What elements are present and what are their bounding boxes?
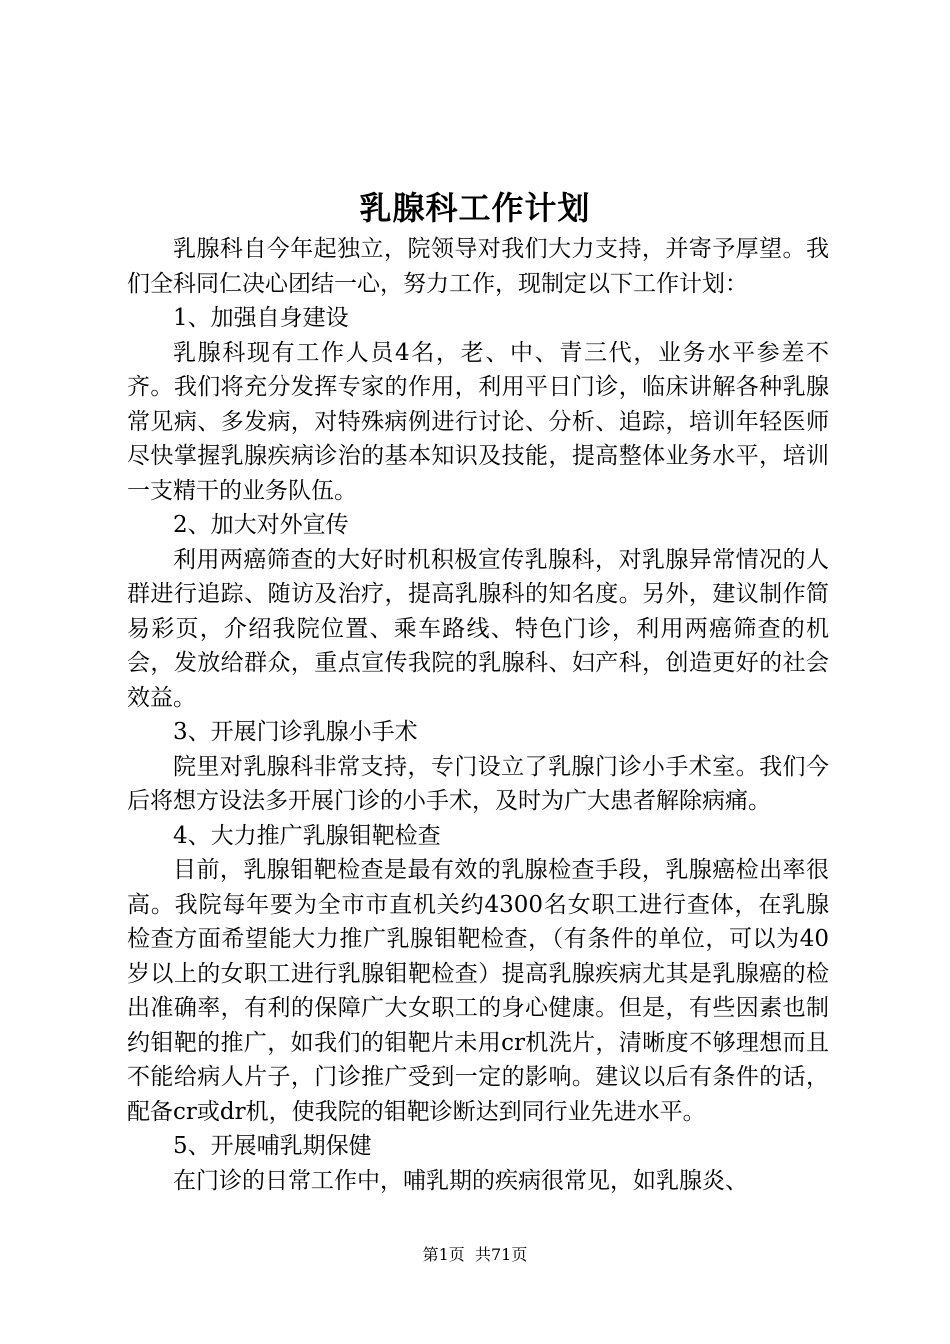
page-footer [0, 1243, 950, 1267]
section-paragraph-5: 在门诊的日常工作中，哺乳期的疾病很常见，如乳腺炎、 [173, 1167, 748, 1194]
section-heading-2: 2、加大对外宣传 [173, 512, 349, 538]
document-title: 乳腺科工作计划 [359, 189, 591, 227]
section-paragraph-4: 目前，乳腺钼靶检查是最有效的乳腺检查手段，乳腺癌检出率很高。我院每年要为全市市直机关约4300名女职工进行查体，在乳腺检查方面希望能大力推广乳腺钼靶检查，（有条件的单位，可以为40岁以上的女职工进行乳腺钼靶检查）提高乳腺疾病尤其是乳腺癌的检出准确率，有利的保障广大女职工的身心健康。但是，有些因素也制约钼靶的推广，如我们的钼靶片未用cr机洗片，清晰度不够理想而且不能给病人片子，门诊推广受到一定的影响。建议以后有条件的话，配备cr或dr机，使我院的钼靶诊断达到同行业先进水平。 [127, 857, 829, 1125]
section-heading-4: 4、大力推广乳腺钼靶检查 [173, 822, 441, 849]
page-total: 共71页 [474, 1245, 528, 1264]
section-heading-5: 5、开展哺乳期保健 [173, 1133, 372, 1159]
footer-separator [465, 1245, 475, 1264]
page-number: 第1页 [422, 1245, 465, 1264]
section-heading-1: 1、加强自身建设 [173, 305, 349, 331]
section-paragraph-3: 院里对乳腺科非常支持，专门设立了乳腺门诊小手术室。我们今后将想方设法多开展门诊的小手术，及时为广大患者解除病痛。 [127, 753, 829, 814]
document-body [127, 232, 829, 1198]
intro-paragraph: 乳腺科自今年起独立，院领导对我们大力支持，并寄予厚望。我们全科同仁决心团结一心，努力工作，现制定以下工作计划： [127, 236, 829, 297]
section-heading-3: 3、开展门诊乳腺小手术 [173, 719, 418, 745]
section-paragraph-1: 乳腺科现有工作人员4名，老、中、青三代，业务水平参差不齐。我们将充分发挥专家的作用，利用平日门诊，临床讲解各种乳腺常见病、多发病，对特殊病例进行讨论、分析、追踪，培训年轻医师尽快掌握乳腺疾病诊治的基本知识及技能，提高整体业务水平，培训一支精干的业务队伍。 [127, 339, 829, 504]
section-paragraph-2: 利用两癌筛查的大好时机积极宣传乳腺科，对乳腺异常情况的人群进行追踪、随访及治疗，提高乳腺科的知名度。另外，建议制作简易彩页，介绍我院位置、乘车路线、特色门诊，利用两癌筛查的机会，发放给群众，重点宣传我院的乳腺科、妇产科，创造更好的社会效益。 [127, 546, 829, 711]
